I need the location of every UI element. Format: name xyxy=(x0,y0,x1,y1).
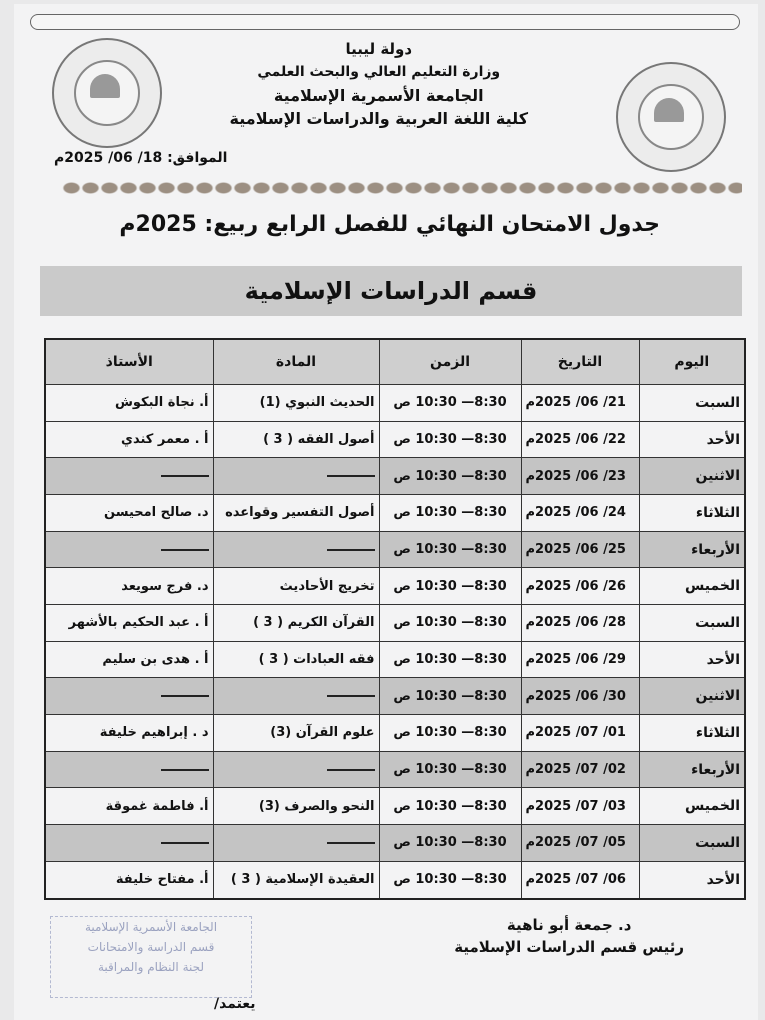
cell-date: 05/ 07/ 2025م xyxy=(521,825,639,862)
cell-date: 06/ 07/ 2025م xyxy=(521,861,639,899)
dash-mark xyxy=(161,549,209,551)
empty-cell-dash xyxy=(45,751,213,788)
cell-professor: د . إبراهيم خليفة xyxy=(45,715,213,752)
mosque-dome-icon xyxy=(90,74,120,98)
cell-date: 02/ 07/ 2025م xyxy=(521,751,639,788)
table-row xyxy=(45,458,745,495)
cell-subject: تخريج الأحاديث xyxy=(213,568,379,605)
cell-time: 8:30— 10:30 ص xyxy=(379,861,521,899)
cell-time: 8:30— 10:30 ص xyxy=(379,385,521,422)
dash-mark xyxy=(327,695,375,697)
approval-label: يعتمد/ xyxy=(214,996,256,1012)
cell-day: الاثنين xyxy=(639,458,745,495)
cell-date: 22/ 06/ 2025م xyxy=(521,421,639,458)
cell-day: الثلاثاء xyxy=(639,715,745,752)
dash-mark xyxy=(161,842,209,844)
table-row xyxy=(45,788,745,825)
col-header-professor: الأستاذ xyxy=(45,339,213,385)
cell-subject: أصول الفقه ( 3 ) xyxy=(213,421,379,458)
cell-day: السبت xyxy=(639,385,745,422)
cell-time: 8:30— 10:30 ص xyxy=(379,678,521,715)
stamp-line: لجنة النظام والمراقبة xyxy=(97,960,205,974)
cell-day: الخميس xyxy=(639,568,745,605)
empty-cell-dash xyxy=(213,531,379,568)
cell-time: 8:30— 10:30 ص xyxy=(379,531,521,568)
col-header-date: التاريخ xyxy=(521,339,639,385)
cell-professor: أ. فاطمة غموقة xyxy=(45,788,213,825)
empty-cell-dash xyxy=(45,825,213,862)
table-row xyxy=(45,495,745,532)
table-body xyxy=(45,385,745,900)
table-row xyxy=(45,715,745,752)
mosque-dome-icon xyxy=(654,98,684,122)
cell-time: 8:30— 10:30 ص xyxy=(379,825,521,862)
table-row xyxy=(45,861,745,899)
signatory-name: د. جمعة أبو ناهية xyxy=(506,916,632,934)
dash-mark xyxy=(161,695,209,697)
cell-subject: فقه العبادات ( 3 ) xyxy=(213,641,379,678)
cell-time: 8:30— 10:30 ص xyxy=(379,751,521,788)
dash-mark xyxy=(327,842,375,844)
table-row xyxy=(45,641,745,678)
col-header-time: الزمن xyxy=(379,339,521,385)
issue-date: الموافق: 18/ 06/ 2025م xyxy=(54,150,228,166)
table-row xyxy=(45,385,745,422)
cell-day: الثلاثاء xyxy=(639,495,745,532)
department-banner: قسم الدراسات الإسلامية xyxy=(40,266,742,316)
country-name: دولة ليبيا xyxy=(345,40,413,58)
dash-mark xyxy=(327,769,375,771)
university-name: الجامعة الأسمرية الإسلامية xyxy=(273,86,484,105)
cell-subject: الحديث النبوي (1) xyxy=(213,385,379,422)
col-header-subject: المادة xyxy=(213,339,379,385)
empty-cell-dash xyxy=(213,751,379,788)
cell-time: 8:30— 10:30 ص xyxy=(379,715,521,752)
cell-date: 01/ 07/ 2025م xyxy=(521,715,639,752)
cell-date: 03/ 07/ 2025م xyxy=(521,788,639,825)
cell-day: الخميس xyxy=(639,788,745,825)
table-row xyxy=(45,531,745,568)
cell-date: 21/ 06/ 2025م xyxy=(521,385,639,422)
cell-time: 8:30— 10:30 ص xyxy=(379,568,521,605)
college-name: كلية اللغة العربية والدراسات الإسلامية xyxy=(229,109,528,128)
cell-date: 26/ 06/ 2025م xyxy=(521,568,639,605)
top-border-frame xyxy=(30,14,740,30)
cell-professor: أ . معمر كندي xyxy=(45,421,213,458)
college-seal-logo xyxy=(52,38,162,148)
table-header-row xyxy=(45,339,745,385)
letterhead xyxy=(230,38,528,130)
empty-cell-dash xyxy=(45,458,213,495)
stamp-line: قسم الدراسة والامتحانات xyxy=(87,940,215,954)
cell-day: السبت xyxy=(639,825,745,862)
empty-cell-dash xyxy=(213,678,379,715)
cell-date: 30/ 06/ 2025م xyxy=(521,678,639,715)
cell-day: الأحد xyxy=(639,421,745,458)
cell-subject: العقيدة الإسلامية ( 3 ) xyxy=(213,861,379,899)
signatory-role: رئيس قسم الدراسات الإسلامية xyxy=(454,938,684,956)
cell-subject: النحو والصرف (3) xyxy=(213,788,379,825)
cell-date: 25/ 06/ 2025م xyxy=(521,531,639,568)
cell-time: 8:30— 10:30 ص xyxy=(379,495,521,532)
empty-cell-dash xyxy=(213,458,379,495)
document-page xyxy=(14,4,758,1020)
cell-time: 8:30— 10:30 ص xyxy=(379,458,521,495)
cell-day: الأحد xyxy=(639,861,745,899)
cell-time: 8:30— 10:30 ص xyxy=(379,641,521,678)
cell-subject: علوم القرآن (3) xyxy=(213,715,379,752)
cell-date: 28/ 06/ 2025م xyxy=(521,605,639,642)
cell-date: 29/ 06/ 2025م xyxy=(521,641,639,678)
table-row xyxy=(45,605,745,642)
exam-schedule-table xyxy=(44,338,746,900)
cell-time: 8:30— 10:30 ص xyxy=(379,605,521,642)
cell-day: الاثنين xyxy=(639,678,745,715)
cell-professor: أ . هدى بن سليم xyxy=(45,641,213,678)
cell-date: 23/ 06/ 2025م xyxy=(521,458,639,495)
cell-day: الأربعاء xyxy=(639,751,745,788)
stamp-line: الجامعة الأسمرية الإسلامية xyxy=(84,920,218,934)
schedule-title: جدول الامتحان النهائي للفصل الرابع ربيع: 2025م xyxy=(119,212,660,237)
dash-mark xyxy=(327,549,375,551)
cell-day: الأربعاء xyxy=(639,531,745,568)
cell-day: السبت xyxy=(639,605,745,642)
dash-mark xyxy=(327,475,375,477)
dash-mark xyxy=(161,475,209,477)
cell-subject: القرآن الكريم ( 3 ) xyxy=(213,605,379,642)
table-row xyxy=(45,678,745,715)
signature-block xyxy=(454,916,684,956)
cell-professor: د. فرج سويعد xyxy=(45,568,213,605)
empty-cell-dash xyxy=(45,678,213,715)
university-seal-logo xyxy=(616,62,726,172)
col-header-day: اليوم xyxy=(639,339,745,385)
cell-day: الأحد xyxy=(639,641,745,678)
table-row xyxy=(45,421,745,458)
cell-time: 8:30— 10:30 ص xyxy=(379,788,521,825)
cell-professor: أ. مفتاح خليفة xyxy=(45,861,213,899)
table-row xyxy=(45,825,745,862)
cell-time: 8:30— 10:30 ص xyxy=(379,421,521,458)
cell-professor: أ . عبد الحكيم بالأشهر xyxy=(45,605,213,642)
table-row xyxy=(45,751,745,788)
empty-cell-dash xyxy=(213,825,379,862)
cell-professor: أ. نجاة البكوش xyxy=(45,385,213,422)
cell-professor: د. صالح امحيسن xyxy=(45,495,213,532)
cell-date: 24/ 06/ 2025م xyxy=(521,495,639,532)
cell-subject: أصول التفسير وقواعده xyxy=(213,495,379,532)
table-row xyxy=(45,568,745,605)
ministry-name: وزارة التعليم العالي والبحث العلمي xyxy=(257,64,501,80)
decorative-divider xyxy=(62,180,742,196)
dash-mark xyxy=(161,769,209,771)
empty-cell-dash xyxy=(45,531,213,568)
exam-committee-stamp xyxy=(50,916,252,998)
